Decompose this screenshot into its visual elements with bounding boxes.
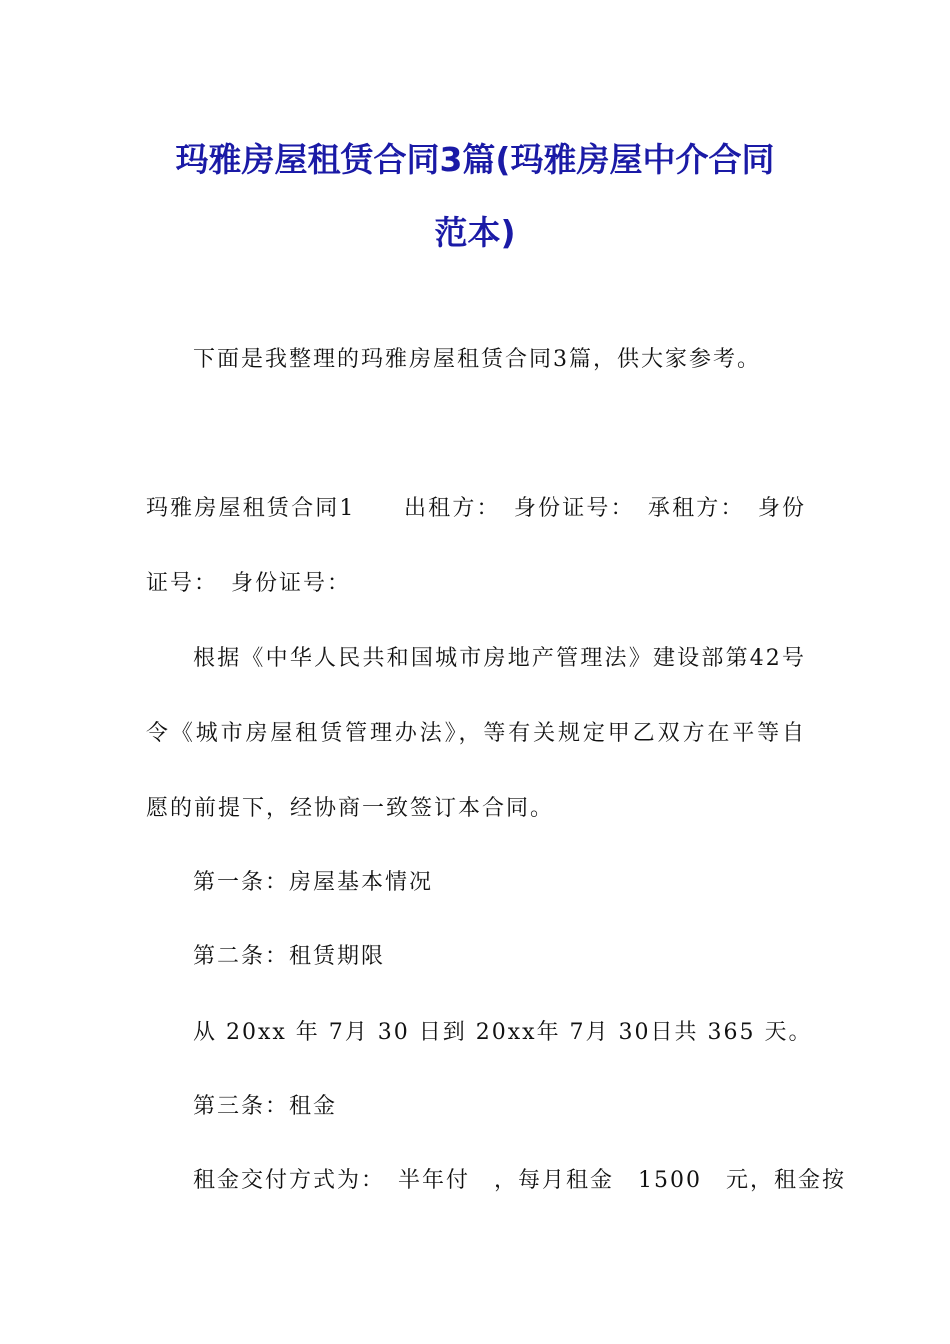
clause-heading: 第一条：房屋基本情况 <box>193 870 434 895</box>
clause-heading: 第二条：租赁期限 <box>193 944 386 969</box>
intro-paragraph: 下面是我整理的玛雅房屋租赁合同3篇，供大家参考。 <box>193 347 761 372</box>
clause-heading: 第三条：租金 <box>193 1094 338 1119</box>
document-title-line-2: 范本) <box>434 213 516 252</box>
body-line: 令《城市房屋租赁管理办法》，等有关规定甲乙双方在平等自 <box>146 721 806 746</box>
body-line: 愿的前提下，经协商一致签订本合同。 <box>146 796 555 821</box>
body-line: 租金交付方式为： 半年付 ，每月租金 1500 元，租金按 <box>193 1168 846 1193</box>
body-line: 从 20xx 年 7月 30 日到 20xx年 7月 30日共 365 天。 <box>193 1020 813 1045</box>
body-line: 玛雅房屋租赁合同1 出租方： 身份证号： 承租方： 身份 <box>146 496 806 521</box>
document-title-line-1: 玛雅房屋租赁合同3篇(玛雅房屋中介合同 <box>175 140 775 179</box>
body-line: 根据《中华人民共和国城市房地产管理法》建设部第42号 <box>193 646 806 671</box>
body-line: 证号： 身份证号： <box>146 571 352 596</box>
